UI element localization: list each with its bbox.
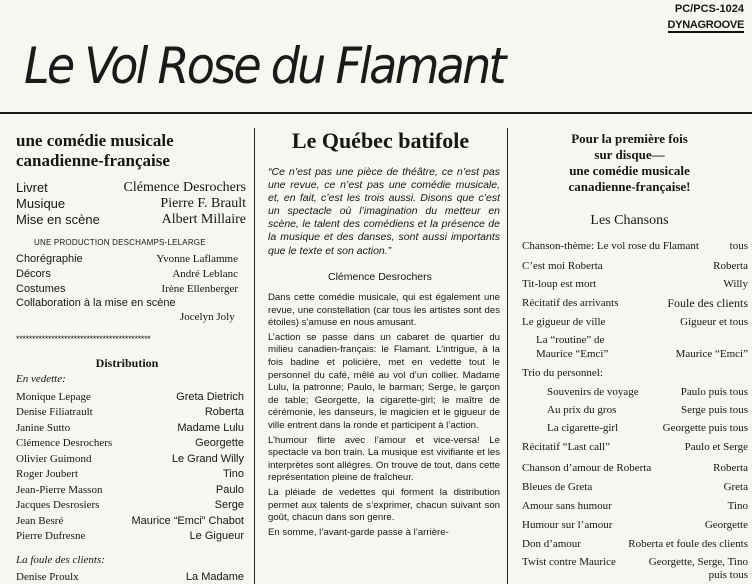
credit-role: Musique: [16, 196, 66, 211]
quote-author: Clémence Desrochers: [328, 271, 432, 283]
song-singer: Maurice “Emci”: [675, 348, 748, 360]
cast-row: [16, 483, 244, 497]
catalog-number: PC/PCS-1024: [674, 3, 744, 15]
quote-text: “Ce n’est pas une pièce de théâtre, ce n’est pas une revue, ce n’est pas une comédie musicale, et, en fait, c’est les trois aussi. Disons que c’est un spectacle où l’imagination du metteur en scène, le talent des comédiens et la présence de la musique et des danses, sont aussi importants que le texte et son action.”: [268, 166, 500, 257]
song-row: [522, 277, 748, 291]
cast-role: La Madame: [185, 571, 244, 583]
credit-name: Pierre F. Brault: [160, 196, 246, 211]
song-singer: Tino: [727, 500, 748, 512]
cast-row: [16, 421, 244, 435]
song-row: [547, 385, 748, 399]
song-title: Le gigueur de ville: [522, 316, 606, 328]
intro-line: une comédie musicale: [569, 163, 690, 178]
trio-title: Trio du personnel:: [522, 367, 603, 379]
song-title: Don d’amour: [522, 538, 581, 550]
crew-name: Irène Ellenberger: [161, 283, 238, 295]
song-row: [522, 296, 748, 310]
song-title: Tit-loup est mort: [522, 278, 597, 290]
song-singer: Gigueur et tous: [680, 316, 748, 328]
cast-actor: Jacques Desrosiers: [16, 499, 100, 511]
song-singer: Serge puis tous: [680, 404, 748, 416]
credit-row: [16, 212, 246, 228]
intro-line: Pour la première fois: [571, 131, 688, 146]
cast-actor: Clémence Desrochers: [16, 437, 113, 449]
song-title: Humour sur l’amour: [522, 519, 613, 531]
crew-row: [16, 252, 246, 266]
song-title: Chanson d’amour de Roberta: [522, 462, 652, 474]
cast-row: [16, 390, 244, 404]
song-title: Chanson-thème: Le vol rose du Flamant: [522, 240, 699, 252]
song-row: [522, 315, 748, 329]
song-singer: Greta: [723, 481, 748, 493]
center-heading: Le Québec batifole: [291, 128, 470, 153]
cast-row: [16, 452, 244, 466]
credit-row: [16, 196, 246, 212]
song-singer: Roberta et foule des clients: [628, 538, 748, 550]
vedette-label: En vedette:: [16, 373, 66, 385]
cast-role: Georgette: [195, 437, 244, 449]
body-paragraph: Dans cette comédie musicale, qui est également une revue, une constellation (car tous les artistes sont des étoiles) s’amuse en nous amusant.: [268, 292, 500, 329]
song-title: La cigarette-girl: [547, 422, 619, 434]
song-row: [536, 347, 748, 361]
body-paragraph: L’humour flirte avec l’amour et vice-versa! Le spectacle va bon train. La musique est vivifiante et les interprètes sont allègres. On trouve de tout, dans cette représentation pleine de fraîcheur.: [268, 434, 500, 484]
production-credit: UNE PRODUCTION DESCHAMPS-LELARGE: [34, 238, 206, 247]
credit-role: Livret: [16, 180, 48, 195]
song-title: C’est moi Roberta: [522, 260, 603, 272]
song-row: [522, 461, 748, 475]
cast-role: Greta Dietrich: [176, 391, 244, 403]
collab-role: Collaboration à la mise en scène: [16, 297, 176, 309]
credit-name: Clémence Desrochers: [123, 180, 246, 195]
song-row: [522, 440, 748, 454]
song-singer: Roberta: [713, 462, 748, 474]
song-singer: Roberta: [713, 260, 748, 272]
song-singer: Willy: [723, 278, 748, 290]
column-divider-right: [507, 128, 508, 584]
song-title: Récitatif “Last call”: [522, 441, 610, 453]
cast-row: [16, 570, 244, 584]
crew-name: André Leblanc: [172, 268, 238, 280]
song-row: [522, 480, 748, 494]
song-singer: puis tous: [708, 569, 748, 581]
song-title: Bleues de Greta: [522, 481, 593, 493]
cast-actor: Roger Joubert: [16, 468, 79, 480]
cast-role: Le Grand Willy: [171, 453, 244, 465]
crew-role: Costumes: [16, 283, 66, 295]
cast-role: Le Gigueur: [189, 530, 244, 542]
cast-row: [16, 514, 244, 528]
song-row: [522, 568, 748, 582]
distribution-title: Distribution: [95, 356, 159, 370]
song-row: [522, 555, 748, 569]
credit-role: Mise en scène: [16, 212, 100, 227]
body-paragraph: L’action se passe dans un cabaret de quartier du milieu canadien-français: le Flamant. L’intrigue, à la fois badine et policière, met en vedette tout le personnel du café, mêlé au vol d’un collier. Madame Lulu, la patronne; Paulo, le barman; Serge, le garçon de table; Georgette, la cigarette-girl; le maître de cérémonie, les danseurs, le magicien et le gigueur de ville entrent dans la ronde et participent à l’action.: [268, 331, 500, 431]
routine-title-line1: La “routine” de: [536, 334, 605, 346]
record-label: DYNAGROOVE: [667, 19, 744, 31]
chansons-title: Les Chansons: [590, 213, 669, 228]
cast-actor: Monique Lepage: [16, 391, 91, 403]
cast-actor: Pierre Dufresne: [16, 530, 86, 542]
cast-role: Paulo: [215, 484, 244, 496]
song-title: Amour sans humour: [522, 500, 612, 512]
song-title: Souvenirs de voyage: [547, 386, 639, 398]
credit-name: Albert Millaire: [161, 212, 246, 227]
cast-actor: Denise Filiatrault: [16, 406, 93, 418]
cast-row: [16, 405, 244, 419]
crew-row: [16, 282, 246, 296]
cast-role: Maurice “Emci” Chabot: [131, 515, 244, 527]
intro-line: canadienne-française!: [568, 179, 691, 194]
body-text: [268, 292, 500, 584]
collab-name: Jocelyn Joly: [180, 311, 235, 323]
song-singer: Paulo puis tous: [680, 386, 748, 398]
song-row: [522, 259, 748, 273]
song-singer: Foule des clients: [667, 296, 748, 310]
song-singer: tous: [729, 240, 748, 252]
song-title: Maurice “Emci”: [536, 348, 609, 360]
song-singer: Georgette puis tous: [662, 422, 748, 434]
cast-actor: Denise Proulx: [16, 571, 79, 583]
cast-actor: Olivier Guimond: [16, 453, 92, 465]
song-title: Twist contre Maurice: [522, 556, 616, 568]
cast-role: Tino: [223, 468, 244, 480]
cast-row: [16, 467, 244, 481]
song-title: Récitatif des arrivants: [522, 297, 619, 309]
cast-actor: Janine Sutto: [16, 422, 71, 434]
cast-role: Madame Lulu: [177, 422, 244, 434]
song-singer: Paulo et Serge: [684, 441, 748, 453]
crew-role: Chorégraphie: [16, 253, 83, 265]
album-title: Le Vol Rose du Flamant: [24, 37, 504, 95]
foule-label: La foule des clients:: [16, 554, 105, 566]
intro-line: sur disque—: [594, 147, 665, 162]
left-heading-line1: une comédie musicale: [16, 131, 174, 150]
cast-role: Serge: [214, 499, 244, 511]
song-row: [522, 239, 748, 253]
body-paragraph: La pléiade de vedettes qui forment la distribution permet aux talents de s’exprimer, chacun suivant son goût, chacun dans son genre.: [268, 486, 500, 524]
credit-row: [16, 180, 246, 196]
song-singer: Georgette, Serge, Tino: [648, 556, 748, 568]
song-row: [522, 537, 748, 551]
cast-actor: Jean Besré: [16, 515, 64, 527]
crew-name: Yvonne Laflamme: [156, 253, 238, 265]
crew-role: Décors: [16, 268, 51, 280]
song-row: [547, 421, 748, 435]
cast-row: [16, 529, 244, 543]
cast-role: Roberta: [204, 406, 244, 418]
crew-row: [16, 267, 246, 281]
song-row: [547, 403, 748, 417]
song-title: Au prix du gros: [547, 404, 617, 416]
song-row: [522, 499, 748, 513]
body-paragraph: En somme, l’avant-garde passe à l’arrière-: [268, 526, 449, 538]
song-singer: Georgette: [704, 519, 748, 531]
title-rule: [0, 112, 752, 114]
cast-row: [16, 436, 244, 450]
cast-actor: Jean-Pierre Masson: [16, 484, 103, 496]
star-divider: ******************************************: [16, 334, 151, 344]
cast-row: [16, 498, 244, 512]
song-row: [522, 518, 748, 532]
column-divider-left: [254, 128, 255, 584]
left-heading-line2: canadienne-française: [16, 151, 170, 170]
